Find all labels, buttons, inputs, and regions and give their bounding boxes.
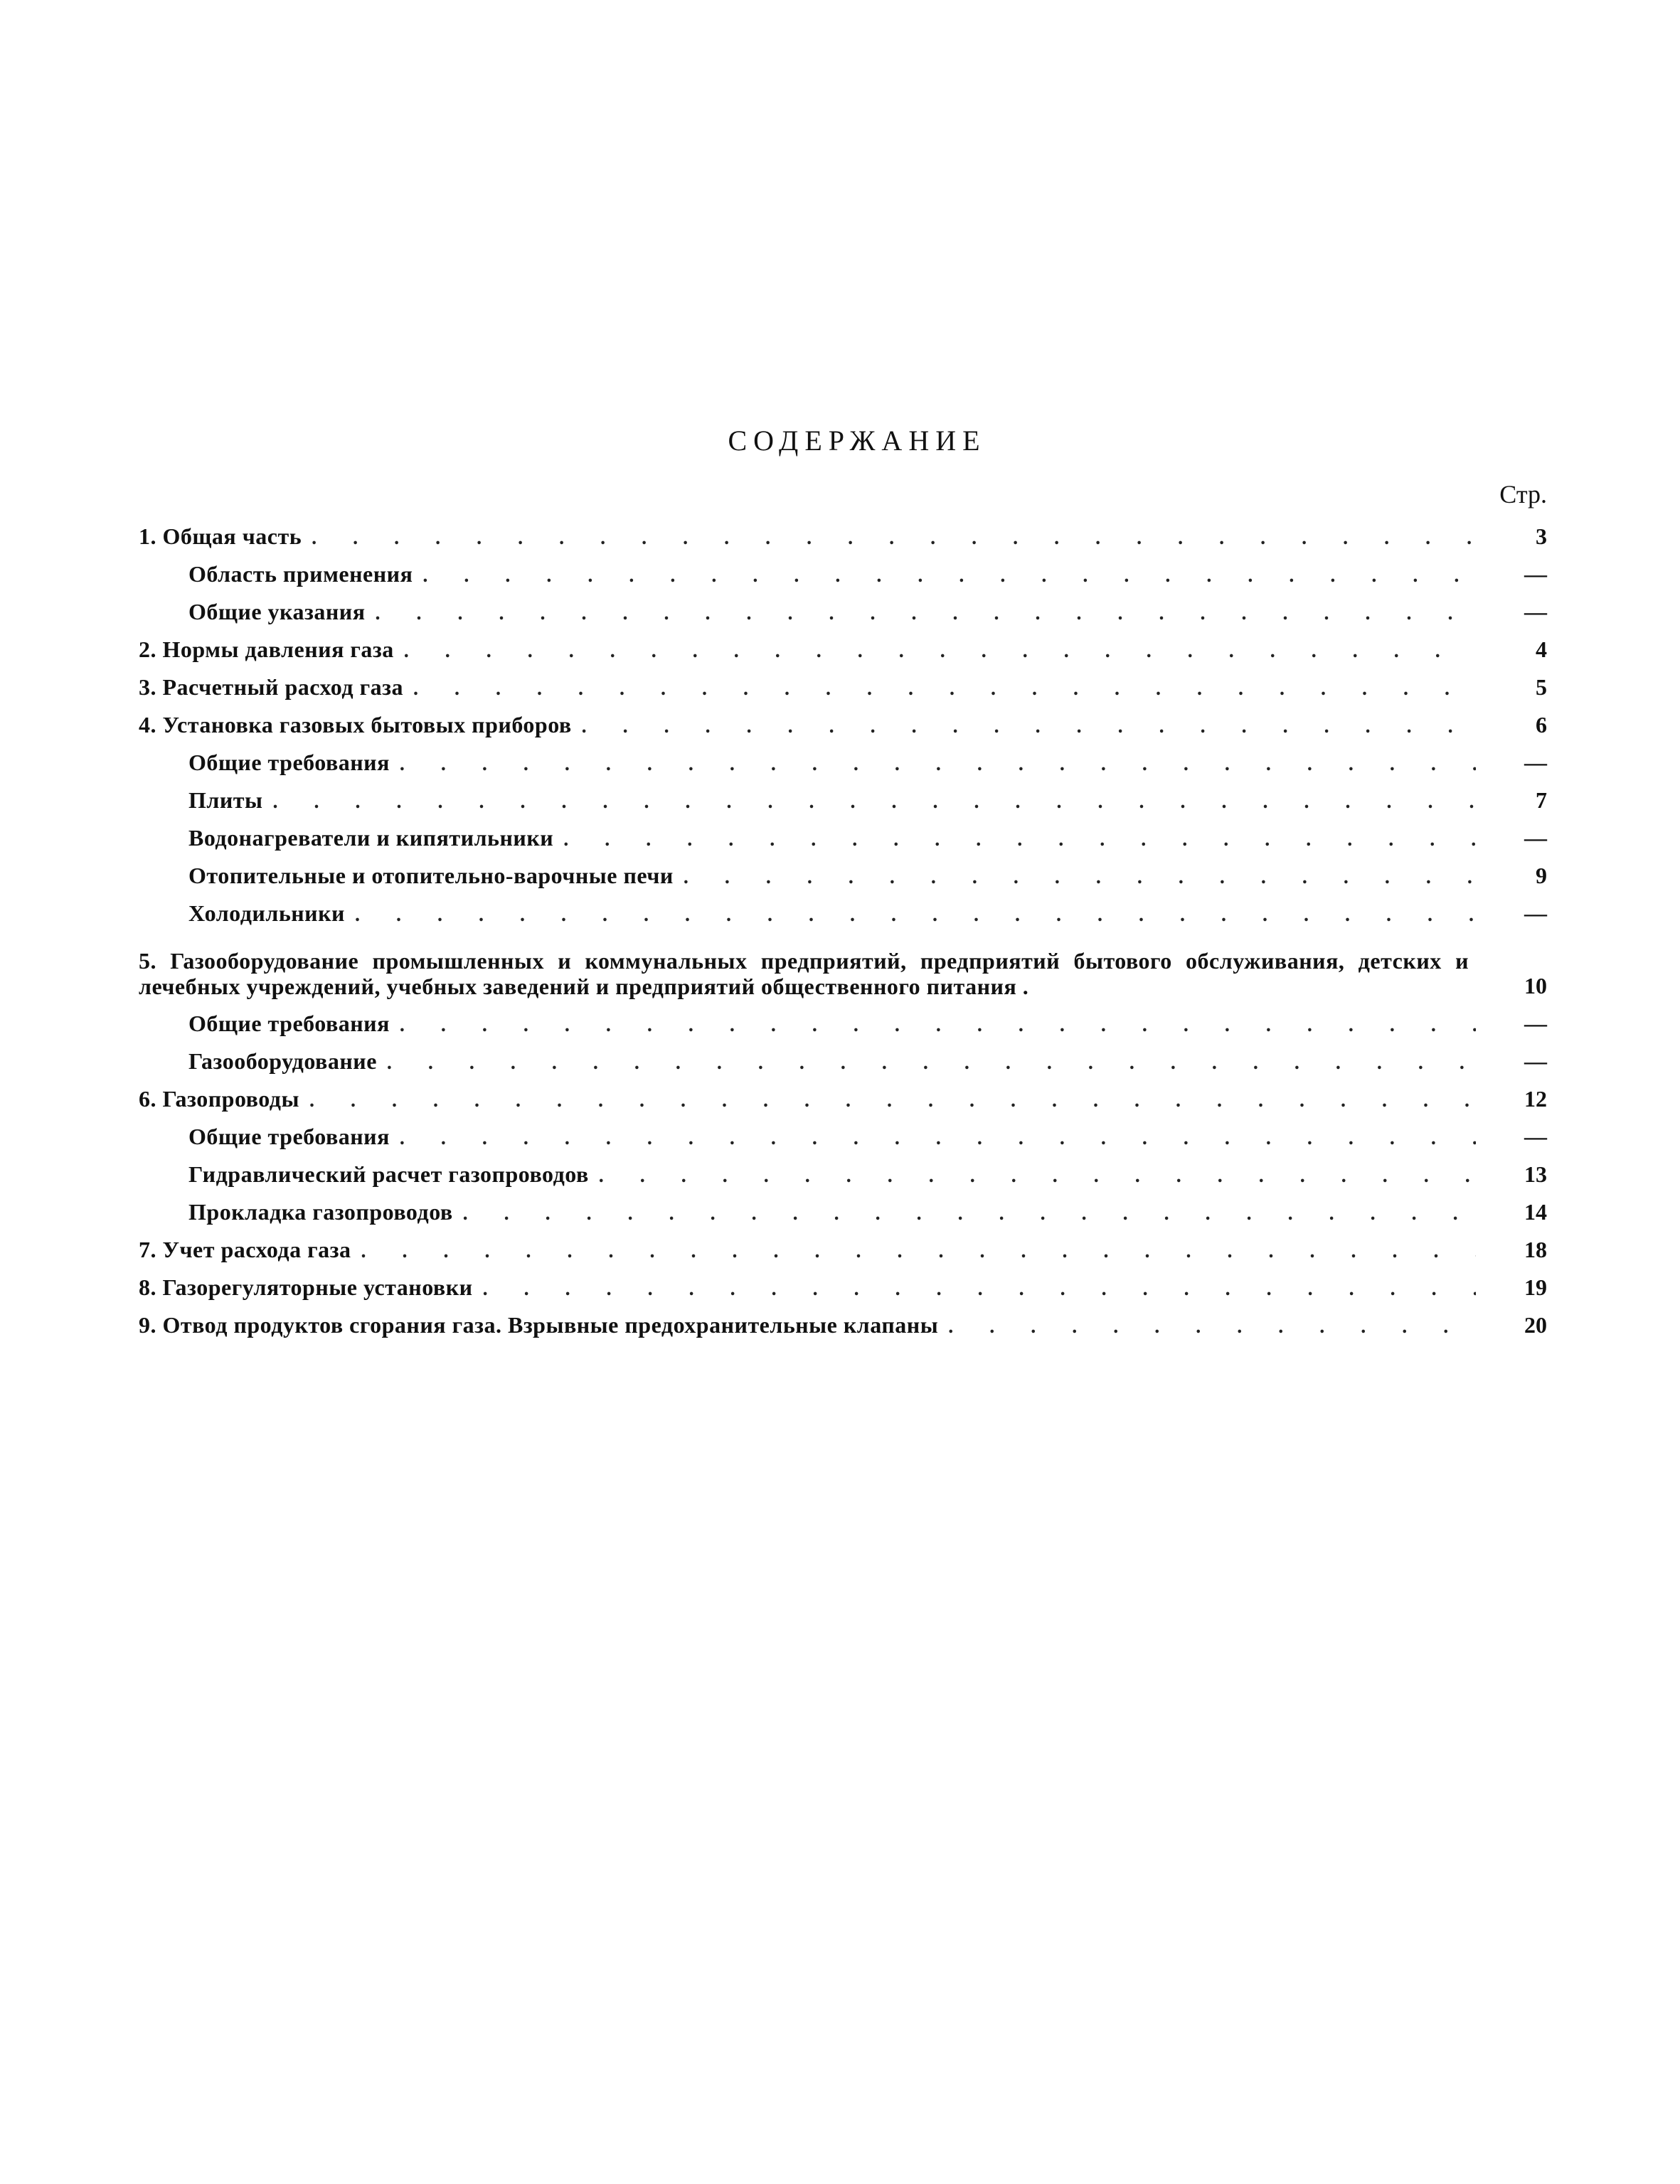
toc-entry-page: —: [1524, 1011, 1547, 1036]
toc-entry-page: 14: [1524, 1199, 1547, 1225]
toc-entry-page: —: [1524, 561, 1547, 587]
toc-entry-5-2: [139, 1037, 1547, 1075]
toc-entry-label: Отопительные и отопительно-варочные печи: [188, 863, 674, 888]
toc-entry-6: [139, 1075, 1547, 1112]
toc-entry-label: Общие указания: [188, 599, 366, 624]
toc-entry-label: Общие требования: [188, 1124, 390, 1149]
toc-entry-page: 7: [1536, 787, 1547, 813]
toc-entry-label: 4. Установка газовых бытовых приборов: [139, 712, 572, 737]
toc-entry-label: Общие требования: [188, 750, 390, 775]
toc-entry-2: [139, 625, 1547, 663]
toc-entry-label: Область применения: [188, 561, 413, 587]
toc-entry-page: —: [1524, 599, 1547, 624]
toc-entry-page: —: [1524, 825, 1547, 851]
toc-entry-page: —: [1524, 750, 1547, 775]
toc-entry-page: 5: [1536, 674, 1547, 700]
toc-entry-label: Прокладка газопроводов: [188, 1199, 453, 1225]
page-column-header: Стр.: [1499, 480, 1547, 508]
toc-entry-page: 6: [1536, 712, 1547, 737]
toc-entry-page: —: [1524, 1048, 1547, 1074]
toc-entry-4-1: [139, 738, 1547, 776]
toc-entry-label: 8. Газорегуляторные установки: [139, 1274, 473, 1300]
toc-entry-page: 3: [1536, 523, 1547, 549]
toc-entry-label: 9. Отвод продуктов сгорания газа. Взрывные предохранительные клапаны: [139, 1312, 939, 1338]
dot-leader: [948, 1316, 1476, 1338]
toc-entry-5-1: [139, 999, 1547, 1037]
dot-leader: [400, 753, 1476, 776]
toc-entry-page: 12: [1524, 1086, 1547, 1112]
toc-entry-4-2: [139, 776, 1547, 814]
toc-entry-label: Водонагреватели и кипятильники: [188, 825, 554, 851]
dot-leader: [355, 904, 1476, 927]
toc-entry-label: 3. Расчетный расход газа: [139, 674, 403, 700]
toc-entry-page: 4: [1536, 636, 1547, 662]
dot-leader: [272, 791, 1476, 814]
toc-entry-6-1: [139, 1112, 1547, 1150]
toc-entry-8: [139, 1263, 1547, 1301]
dot-leader: [387, 1052, 1476, 1075]
dot-leader: [413, 678, 1476, 701]
dot-leader: [599, 1165, 1476, 1188]
dot-leader: [309, 1090, 1476, 1112]
toc-entry-9: [139, 1301, 1547, 1338]
toc-entry-page: 10: [1524, 973, 1547, 998]
dot-leader: [422, 565, 1476, 587]
toc-entry-label: Гидравлический расчет газопроводов: [188, 1161, 589, 1187]
toc-entry-7: [139, 1225, 1547, 1263]
toc-title: СОДЕРЖАНИЕ: [728, 425, 987, 457]
toc-entry-6-2: [139, 1150, 1547, 1188]
toc-entry-page: 19: [1524, 1274, 1547, 1300]
toc-entry-label: Холодильники: [188, 900, 345, 926]
toc-entry-page: —: [1524, 900, 1547, 926]
toc-entry-label: 7. Учет расхода газа: [139, 1237, 351, 1262]
toc-entry-label: Газооборудование: [188, 1048, 377, 1074]
dot-leader: [684, 866, 1476, 889]
toc-entry-5: [139, 927, 1547, 999]
toc-entry-6-3: [139, 1188, 1547, 1225]
dot-leader: [312, 527, 1476, 550]
toc-entry-page: 9: [1536, 863, 1547, 888]
toc-entry-page: 13: [1524, 1161, 1547, 1187]
toc-entry-page: 18: [1524, 1237, 1547, 1262]
dot-leader: [376, 602, 1476, 625]
dot-leader: [400, 1127, 1476, 1150]
toc-entry-label: 1. Общая часть: [139, 523, 302, 549]
table-of-contents: [139, 420, 1547, 1338]
dot-leader: [404, 640, 1476, 663]
toc-entry-label: Общие требования: [188, 1011, 390, 1036]
dot-leader: [582, 715, 1476, 738]
dot-leader: [563, 829, 1476, 851]
toc-entry-4-4: [139, 851, 1547, 889]
dot-leader: [463, 1203, 1476, 1225]
toc-entry-label: Плиты: [188, 787, 263, 813]
toc-entry-3: [139, 663, 1547, 701]
toc-entry-label: 6. Газопроводы: [139, 1086, 299, 1112]
toc-entry-page: 20: [1524, 1312, 1547, 1338]
toc-entry-label: 2. Нормы давления газа: [139, 636, 394, 662]
toc-entry-page: —: [1524, 1124, 1547, 1149]
dot-leader: [400, 1014, 1476, 1037]
toc-entry-1-2: [139, 587, 1547, 625]
toc-entry-1-1: [139, 550, 1547, 587]
toc-entry-1: [139, 512, 1547, 550]
dot-leader: [483, 1278, 1476, 1301]
toc-entry-4-5: [139, 889, 1547, 927]
toc-entry-4-3: [139, 814, 1547, 851]
toc-entry-4: [139, 701, 1547, 738]
toc-entry-label: 5. Газооборудование промышленных и коммунальных предприятий, предприятий бытового обслуживания, детских и лечебных учреждений, учебных заведений и предприятий общественного питания .: [139, 948, 1469, 999]
dot-leader: [361, 1240, 1476, 1263]
